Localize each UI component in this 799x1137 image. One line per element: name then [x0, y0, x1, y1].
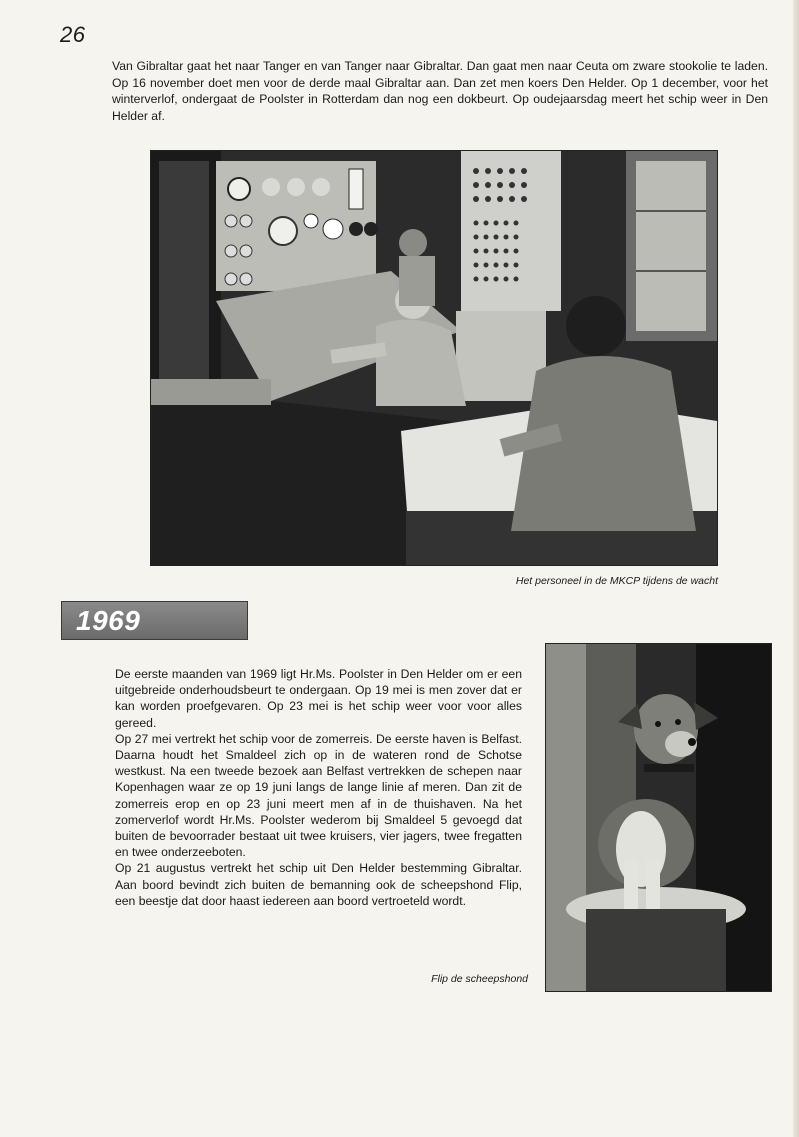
dog-caption: Flip de scheepshond	[431, 973, 528, 985]
section-body	[115, 666, 522, 909]
page-number: 26	[60, 22, 86, 47]
section-paragraph: De eerste maanden van 1969 ligt Hr.Ms. Poolster in Den Helder om er een uitgebreide onderhoudsbeurt te ondergaan. Op 19 mei is men zover dat er kan worden proefgevaren. Op 23 mei is het schip weer voor voor alles gereed.	[115, 667, 522, 730]
page-edge	[793, 0, 799, 1137]
section-paragraph: Op 27 mei vertrekt het schip voor de zomerreis. De eerste haven is Belfast. Daarna houdt het Smaldeel zich op in de wateren rond de Schotse westkust. Na een tweede bezoek aan Belfast vertrekken de schepen naar Kopenhagen waar ze op 19 juni langs de lange linie af meren. Dan zit de zomerreis erop en op 23 juni meert men af in de thuishaven. Na het zomerverlof wordt Hr.Ms. Poolster wederom bij Smaldeel 5 gevoegd dat buiten de bevoorrader bestaat uit twee kruisers, vier jagers, twee fregatten en twee onderzeeboten.	[115, 731, 522, 860]
control-room-photo	[150, 150, 718, 566]
year-banner	[61, 601, 248, 640]
intro-paragraph: Van Gibraltar gaat het naar Tanger en van Tanger naar Gibraltar. Dan gaat men naar Ceuta om zware stookolie te laden. Op 16 november doet men voor de derde maal Gibraltar aan. Dan zet men koers Den Helder. Op 1 december, voor het winterverlof, ondergaat de Poolster in Rotterdam dan nog een dokbeurt. Op oudejaarsdag meert het schip weer in Den Helder af.	[112, 59, 768, 123]
year-label: 1969	[76, 605, 141, 636]
control-room-caption: Het personeel in de MKCP tijdens de wacht	[515, 575, 718, 587]
section-paragraph: Op 21 augustus vertrekt het schip uit Den Helder bestemming Gibraltar. Aan boord bevindt zich buiten de bemanning ook de scheepshond Flip, een beestje dat door haast iedereen aan boord vertroeteld wordt.	[115, 861, 522, 908]
ship-dog-photo	[545, 643, 772, 992]
